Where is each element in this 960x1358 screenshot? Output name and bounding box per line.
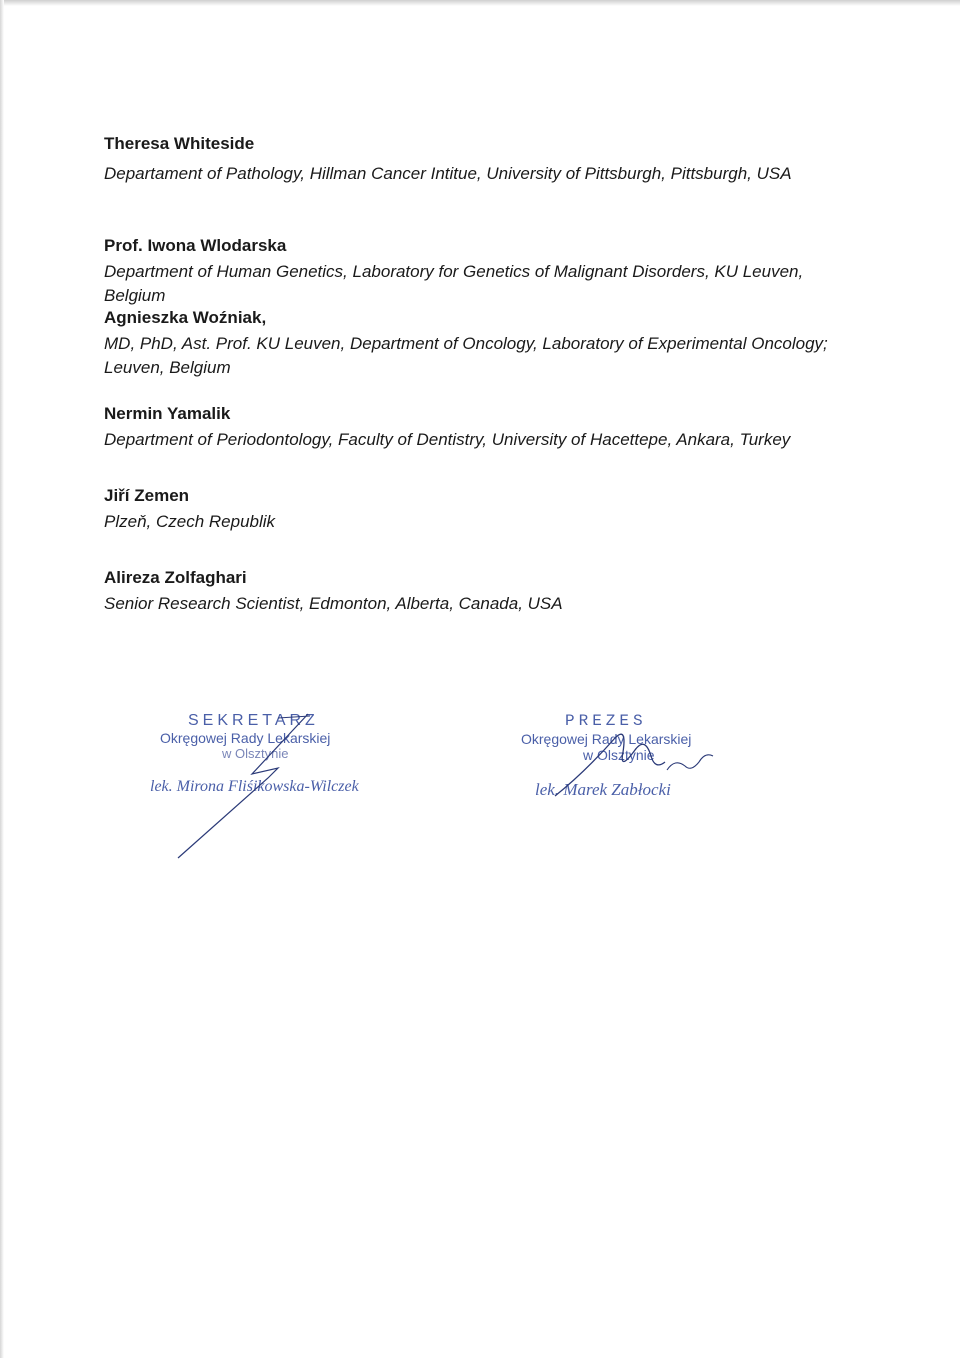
signature-stroke-icon	[515, 712, 775, 812]
entry-wlodarska	[104, 234, 864, 308]
signature-stroke-icon	[150, 712, 400, 862]
person-name: Jiří Zemen	[104, 486, 190, 505]
stamp-title: SEKRETARZ	[188, 712, 319, 729]
entry-wozniak	[104, 306, 864, 380]
person-affiliation: Department of Human Genetics, Laboratory for Genetics of Malignant Disorders, KU Leuven, Belgium	[104, 262, 804, 305]
stamp-line: Okręgowej Rady Lekarskiej	[521, 731, 692, 747]
stamp-line: w Olsztynie	[583, 747, 655, 763]
entry-zemen	[104, 484, 864, 534]
person-affiliation: Departament of Pathology, Hillman Cancer Intitue, University of Pittsburgh, Pittsburgh, USA	[104, 164, 792, 183]
stamp-signer: lek. Mirona Fliśikowska-Wilczek	[150, 778, 359, 795]
person-name: Agnieszka Woźniak,	[104, 308, 267, 327]
entry-yamalik	[104, 402, 864, 452]
person-name: Theresa Whiteside	[104, 134, 255, 153]
president-stamp	[515, 712, 775, 812]
entry-zolfaghari	[104, 566, 864, 616]
entry-whiteside	[104, 132, 792, 186]
person-name: Prof. Iwona Wlodarska	[104, 236, 287, 255]
stamp-line: Okręgowej Rady Lekarskiej	[160, 730, 331, 746]
person-affiliation: Plzeň, Czech Republik	[104, 512, 276, 531]
person-affiliation: MD, PhD, Ast. Prof. KU Leuven, Department of Oncology, Laboratory of Experimental Oncology; Leuven, Belgium	[104, 334, 828, 377]
person-affiliation: Senior Research Scientist, Edmonton, Alberta, Canada, USA	[104, 594, 563, 613]
scan-edge-left	[0, 0, 4, 1358]
person-name: Alireza Zolfaghari	[104, 568, 247, 587]
stamp-line: w Olsztynie	[222, 746, 289, 761]
scan-edge-top	[0, 0, 960, 6]
stamp-title: PREZES	[565, 712, 647, 730]
person-affiliation: Department of Periodontology, Faculty of Dentistry, University of Hacettepe, Ankara, Turkey	[104, 430, 791, 449]
secretary-stamp	[150, 712, 400, 862]
stamp-signer: lek. Marek Zabłocki	[535, 780, 671, 799]
person-name: Nermin Yamalik	[104, 404, 231, 423]
